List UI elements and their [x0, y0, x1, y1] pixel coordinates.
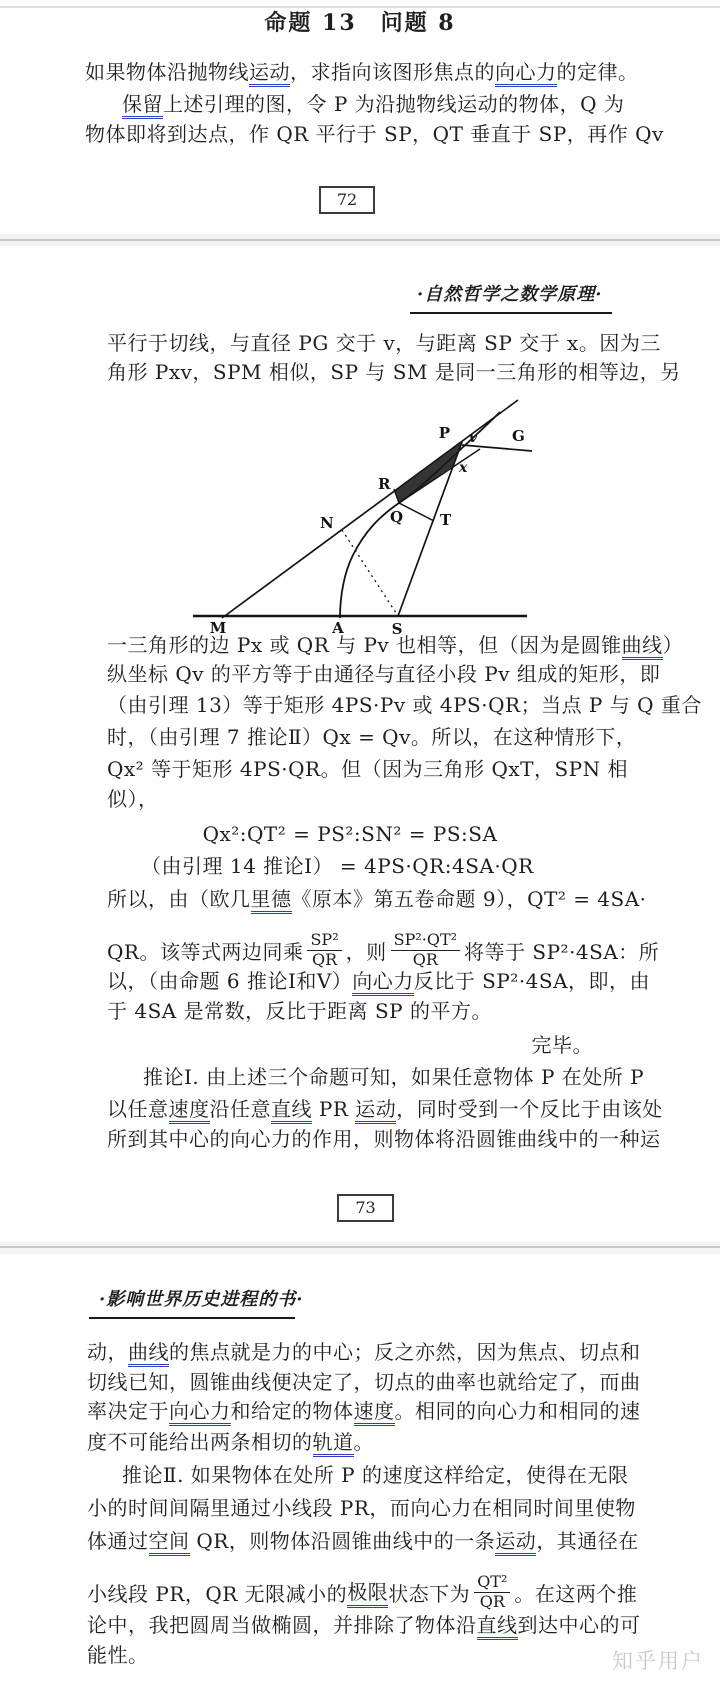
body-line: 纵坐标 Qv 的平方等于由通径与直径小段 Pv 组成的矩形，即 — [107, 662, 661, 686]
running-header: ·自然哲学之数学原理· — [417, 284, 603, 305]
text-run: 上述引理的图，令 P 为沿抛物线运动的物体，Q 为 — [163, 92, 625, 116]
figure-line-QT — [399, 503, 434, 521]
body-line: 似）， — [107, 787, 159, 811]
text-run: 以任意 — [107, 1097, 169, 1121]
body-line — [87, 1612, 641, 1638]
text-run: 如果物体沿抛物线 — [85, 60, 249, 84]
text-run: QR。该等式两边同乘 — [107, 939, 304, 964]
body-line: 角形 Pxv，SPM 相似，SP 与 SM 是同一三角形的相等边，另 — [107, 360, 681, 384]
underlined-term: 运动 — [495, 1529, 536, 1556]
underlined-term: 速度 — [354, 1399, 395, 1426]
fraction-numerator: SP²·QT² — [391, 931, 460, 950]
fraction — [307, 931, 341, 969]
text-run: 小线段 PR，QR 无限减小的 — [87, 1581, 348, 1606]
statement-line — [85, 59, 639, 85]
text-run: 反比于 SP²·4SA，即，由 — [413, 969, 651, 993]
fraction-denominator: QR — [479, 1591, 505, 1611]
underlined-term: 曲线 — [622, 633, 663, 660]
corollary-1-line: 推论Ⅰ. 由上述三个命题可知，如果任意物体 P 在处所 P — [143, 1065, 645, 1089]
body-line: 于 4SA 是常数，反比于距离 SP 的平方。 — [107, 999, 492, 1023]
text-run: ，同时受到一个反比于由该处 — [396, 1097, 663, 1121]
figure-sliver-region — [395, 441, 462, 503]
running-header-rule — [89, 1317, 295, 1319]
corollary-2-line: 推论Ⅱ. 如果物体在处所 P 的速度这样给定，使得在无限 — [122, 1463, 629, 1487]
underlined-term: 运动 — [249, 60, 290, 87]
fraction-denominator: QR — [311, 949, 338, 969]
qed-line: 完毕。 — [531, 1033, 593, 1057]
proposition-title: 命题 13 问题 8 — [264, 10, 456, 36]
body-line: 时，（由引理 7 推论Ⅱ）Qx = Qv。所以，在这种情形下， — [107, 725, 637, 749]
text-run: 体通过 — [87, 1529, 149, 1553]
text-run: 将等于 SP²·4SA：所 — [464, 939, 660, 964]
text-run: 的定律。 — [556, 60, 639, 84]
body-line — [107, 632, 683, 658]
body-line — [107, 1096, 663, 1122]
text-run: ） — [662, 633, 684, 657]
text-run: 率决定于 — [87, 1399, 169, 1423]
body-line — [87, 1429, 374, 1455]
text-run: 。 — [353, 1430, 374, 1454]
underlined-term: 向心力 — [495, 60, 557, 87]
text-run: 所以，由（欧几 — [107, 887, 251, 911]
text-run: 状态下为 — [388, 1581, 471, 1606]
body-line — [87, 1398, 641, 1424]
running-header: ·影响世界历史进程的书· — [99, 1289, 304, 1310]
running-header-rule — [410, 312, 612, 314]
text-run: 。相同的向心力和相同的速 — [394, 1399, 641, 1423]
figure-label-M: M — [209, 619, 227, 637]
body-line — [87, 1339, 641, 1365]
body-line: Qx² 等于矩形 4PS·QR。但（因为三角形 QxT，SPN 相 — [107, 757, 628, 781]
figure-label-Q: Q — [390, 508, 404, 526]
underlined-term: 曲线 — [128, 1340, 169, 1367]
text-run: ，则 — [345, 939, 387, 964]
page-number-box: 72 — [319, 186, 375, 214]
body-line-with-fractions — [107, 926, 659, 974]
figure-dotted-NS — [342, 530, 398, 616]
figure-label-S: S — [391, 620, 403, 638]
text-run: 动， — [87, 1340, 128, 1364]
underlined-term: 向心力 — [169, 1399, 231, 1426]
underlined-term: 里德 — [251, 887, 292, 914]
underlined-term: 极限 — [347, 1576, 388, 1608]
scan-divider — [0, 239, 720, 241]
text-run: 的焦点就是力的中心；反之亦然，因为焦点、切点和 — [169, 1340, 641, 1364]
equation-main: Qx²:QT² = PS²:SN² = PS:SA — [202, 822, 498, 846]
figure-label-A: A — [332, 619, 344, 637]
figure-label-T: T — [440, 511, 452, 529]
underlined-term: 运动 — [355, 1097, 396, 1124]
scan-gap — [0, 1242, 720, 1254]
body-line: 所到其中心的向心力的作用，则物体将沿圆锥曲线中的一种运 — [107, 1127, 661, 1151]
text-run: 和给定的物体 — [230, 1399, 354, 1423]
underlined-term: 速度 — [169, 1097, 210, 1124]
fraction — [391, 931, 460, 969]
figure-label-x: x — [459, 460, 468, 476]
body-line: 平行于切线，与直径 PG 交于 v，与距离 SP 交于 x。因为三 — [107, 331, 661, 355]
zhihu-user-watermark: 知乎用户 — [612, 1649, 704, 1673]
body-line: 切线已知，圆锥曲线便决定了，切点的曲率也就给定了，而曲 — [87, 1370, 641, 1394]
text-run: 沿任意 — [209, 1097, 271, 1121]
text-run: 论中，我把圆周当做椭圆，并排除了物体沿 — [87, 1613, 477, 1637]
text-run: 到达中心的可 — [517, 1613, 641, 1637]
text-run: ，其通径在 — [536, 1529, 639, 1553]
body-line — [122, 91, 624, 117]
body-line: 物体即将到达点，作 QR 平行于 SP，QT 垂直于 SP，再作 Qv — [85, 122, 664, 146]
text-run: 《原本》第五卷命题 9），QT² = 4SA· — [291, 887, 647, 911]
figure-label-G: G — [512, 427, 525, 445]
text-run: 。在这两个推 — [514, 1581, 638, 1606]
body-line — [87, 1528, 639, 1554]
figure-label-P: P — [438, 424, 450, 442]
underlined-term: 空间 — [149, 1529, 190, 1556]
figure-label-N: N — [320, 514, 334, 532]
body-line: （由引理 13）等于矩形 4PS·Pv 或 4PS·QR；当点 P 与 Q 重合 — [107, 693, 702, 717]
underlined-term: 直线 — [477, 1613, 518, 1640]
body-line: 能性。 — [87, 1643, 149, 1667]
underlined-term: 保留 — [122, 92, 163, 119]
text-run: 一三角形的边 Px 或 QR 与 Pv 也相等，但（因为是圆锥 — [107, 633, 622, 657]
text-run: 度不可能给出两条相切的 — [87, 1430, 313, 1454]
body-line — [107, 968, 650, 994]
underlined-term: 向心力 — [352, 969, 414, 996]
fraction-numerator: SP² — [307, 931, 341, 950]
page-number-box: 73 — [337, 1194, 394, 1222]
fraction-numerator: QT² — [474, 1573, 510, 1592]
text-run: ，求指向该图形焦点的 — [290, 60, 495, 84]
figure-label-R: R — [378, 475, 391, 493]
underlined-term: 直线 — [271, 1097, 312, 1124]
text-run: 以，（由命题 6 推论Ⅰ和Ⅴ） — [107, 969, 353, 993]
body-line-with-fractions — [87, 1568, 637, 1616]
scan-divider — [0, 1246, 720, 1248]
body-line: 小的时间间隔里通过小线段 PR，而向心力在相同时间里使物 — [87, 1496, 636, 1520]
scan-top-edge — [0, 6, 720, 8]
fraction — [474, 1573, 510, 1611]
text-run: QR，则物体沿圆锥曲线中的一条 — [189, 1529, 496, 1553]
parabola-figure — [128, 392, 538, 644]
figure-label-v: v — [469, 430, 478, 446]
body-line — [107, 886, 647, 912]
equation-secondary: （由引理 14 推论Ⅰ） = 4PS·QR:4SA·QR — [141, 854, 534, 878]
text-run: PR — [312, 1097, 356, 1121]
fraction-denominator: QR — [412, 949, 438, 969]
underlined-term: 轨道 — [313, 1430, 354, 1457]
